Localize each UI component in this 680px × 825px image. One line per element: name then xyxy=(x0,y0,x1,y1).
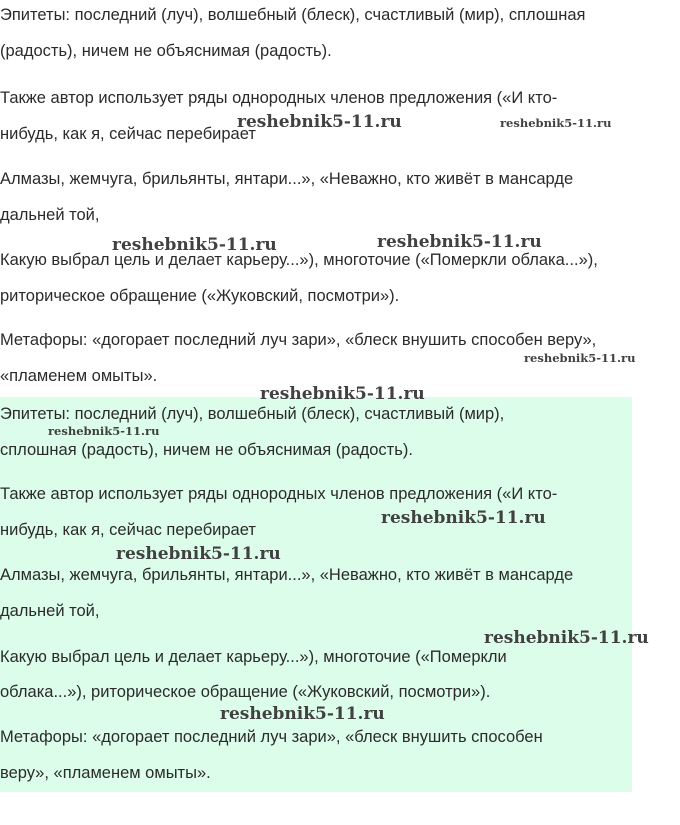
text-line: риторическое обращение («Жуковский, посмотри»). xyxy=(0,287,400,305)
text-line: Эпитеты: последний (луч), волшебный (блеск), счастливый (мир), сплошная xyxy=(0,6,586,24)
watermark: reshebnik5-11.ru xyxy=(524,351,636,365)
text-line: Метафоры: «догорает последний луч зари», «блеск внушить способен веру», xyxy=(0,331,597,349)
watermark: reshebnik5-11.ru xyxy=(260,384,425,404)
text-line: Какую выбрал цель и делает карьеру...»), многоточие («Померкли xyxy=(0,648,507,666)
watermark: reshebnik5-11.ru xyxy=(237,112,402,132)
text-line: нибудь, как я, сейчас перебирает xyxy=(0,521,256,539)
text-line: (радость), ничем не объяснимая (радость). xyxy=(0,42,332,60)
text-line: «пламенем омыты». xyxy=(0,367,158,385)
text-line: облака...»), риторическое обращение («Жуковский, посмотри»). xyxy=(0,683,491,701)
text-line: Какую выбрал цель и делает карьеру...»), многоточие («Померкли облака...»), xyxy=(0,251,598,269)
text-line: Алмазы, жемчуга, брильянты, янтари...», «Неважно, кто живёт в мансарде xyxy=(0,170,574,188)
watermark: reshebnik5-11.ru xyxy=(116,544,281,564)
text-line: сплошная (радость), ничем не объяснимая (радость). xyxy=(0,441,413,459)
watermark: reshebnik5-11.ru xyxy=(381,508,546,528)
text-line: веру», «пламенем омыты». xyxy=(0,764,211,782)
text-line: Алмазы, жемчуга, брильянты, янтари...», «Неважно, кто живёт в мансарде xyxy=(0,566,574,584)
text-line: дальней той, xyxy=(0,602,100,620)
watermark: reshebnik5-11.ru xyxy=(220,704,385,724)
watermark: reshebnik5-11.ru xyxy=(112,235,277,255)
watermark: reshebnik5-11.ru xyxy=(484,628,649,648)
text-line: Метафоры: «догорает последний луч зари», «блеск внушить способен xyxy=(0,728,543,746)
text-line: Также автор использует ряды однородных членов предложения («И кто- xyxy=(0,485,558,503)
text-line: Также автор использует ряды однородных членов предложения («И кто- xyxy=(0,89,558,107)
watermark: reshebnik5-11.ru xyxy=(48,424,160,438)
text-line: Эпитеты: последний (луч), волшебный (блеск), счастливый (мир), xyxy=(0,405,505,423)
watermark: reshebnik5-11.ru xyxy=(377,232,542,252)
text-line: дальней той, xyxy=(0,206,100,224)
text-line: нибудь, как я, сейчас перебирает xyxy=(0,125,256,143)
text-block-highlighted xyxy=(0,397,632,792)
watermark: reshebnik5-11.ru xyxy=(500,116,612,130)
